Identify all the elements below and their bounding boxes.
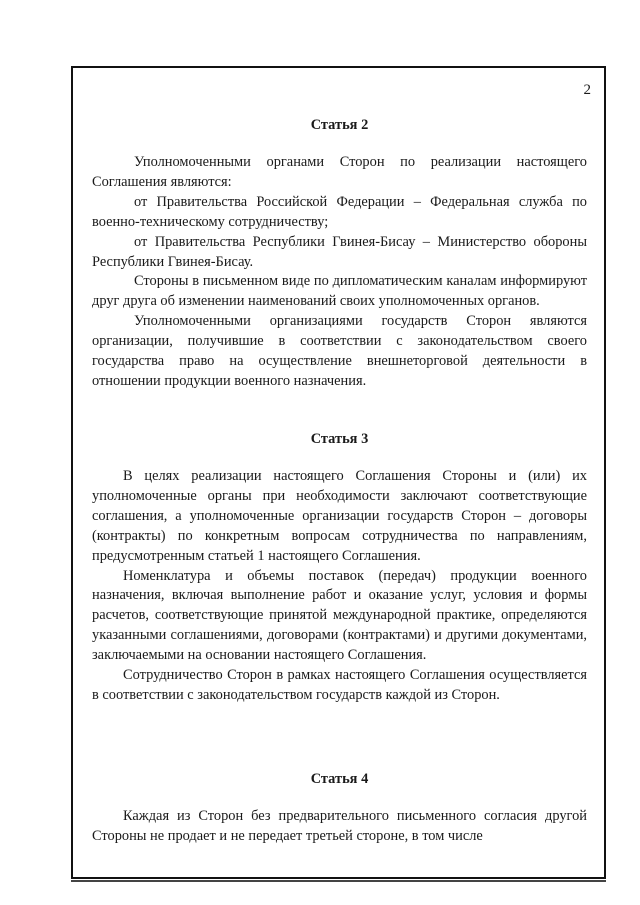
page-frame bbox=[71, 66, 606, 879]
frame-bottom-rule bbox=[71, 880, 606, 882]
article-3-heading: Статья 3 bbox=[310, 431, 369, 447]
paragraph: Каждая из Сторон без предварительного письменного согласия другой Стороны не продает и не передает третьей стороне, в том числе bbox=[92, 808, 587, 844]
article-4-heading: Статья 4 bbox=[310, 771, 369, 787]
paragraph: Стороны в письменном виде по дипломатическим каналам информируют друг друга об изменении наименований своих уполномоченных органов. bbox=[92, 273, 587, 310]
paragraph: В целях реализации настоящего Соглашения Стороны и (или) их уполномоченные органы при необходимости заключают соответствующие соглашения, а уполномоченные организации государств Сторон – договоры (контракты) по конкретным вопросам сотрудничества по направлениям, предусмотренным статьей 1 настоящего Соглашения. bbox=[92, 468, 587, 564]
article-2-body bbox=[92, 153, 587, 392]
paragraph: от Правительства Республики Гвинея-Бисау – Министерство обороны Республики Гвинея-Бисау. bbox=[92, 233, 587, 270]
paragraph: от Правительства Российской Федерации – Федеральная служба по военно-техническому сотрудничеству; bbox=[92, 193, 587, 230]
paragraph: Уполномоченными органами Сторон по реализации настоящего Соглашения являются: bbox=[92, 154, 587, 190]
paragraph: Уполномоченными организациями государств Сторон являются организации, получившие в соответствии с законодательством своего государства право на осуществление внешнеторговой деятельности в отношении продукции военного назначения. bbox=[92, 313, 587, 389]
paragraph: Сотрудничество Сторон в рамках настоящего Соглашения осуществляется в соответствии с законодательством государств каждой из Сторон. bbox=[92, 667, 587, 703]
article-2-heading: Статья 2 bbox=[310, 117, 369, 133]
article-3-body bbox=[92, 467, 587, 706]
paragraph: Номенклатура и объемы поставок (передач) продукции военного назначения, включая выполнение работ и оказание услуг, условия и формы расчетов, соответствующие принятой международной практике, определяются указанными соглашениями, договорами (контрактами) и другими документами, заключаемыми на основании настоящего Соглашения. bbox=[92, 567, 587, 664]
article-4-body bbox=[92, 807, 587, 847]
page-number: 2 bbox=[583, 82, 591, 98]
